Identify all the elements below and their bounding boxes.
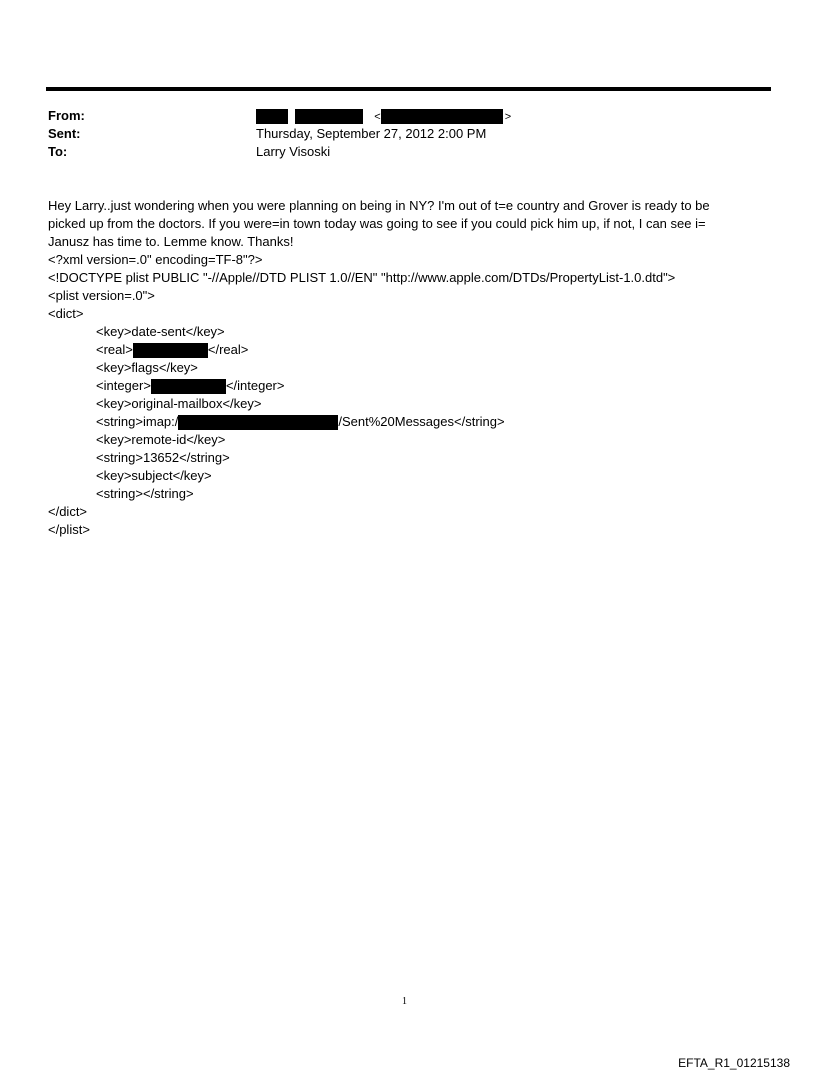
redaction-box: [381, 109, 503, 124]
page-number: 1: [402, 996, 407, 1007]
integer-close-tag: </integer>: [225, 378, 285, 393]
message-body: [48, 197, 748, 251]
redaction-box: [256, 109, 288, 124]
from-email-close: >: [504, 111, 512, 123]
sent-value: Thursday, September 27, 2012 2:00 PM: [256, 126, 487, 141]
plist-close-tag: </plist>: [48, 522, 90, 537]
imap-line: [48, 413, 675, 431]
key-subject: <key>subject</key>: [96, 468, 212, 483]
key-date-sent: <key>date-sent</key>: [96, 324, 225, 339]
dict-close-tag: </dict>: [48, 504, 88, 519]
real-open-tag: <real>: [96, 342, 133, 357]
redaction-box: [178, 415, 338, 430]
xml-declaration: <?xml version=.0" encoding=TF-8"?>: [48, 252, 263, 267]
redaction-box: [133, 343, 208, 358]
from-label: From:: [48, 108, 85, 123]
redaction-box: [151, 379, 226, 394]
to-label: To:: [48, 144, 68, 159]
message-line: Janusz has time to. Lemme know. Thanks!: [48, 234, 294, 249]
message-line: Hey Larry..just wondering when you were planning on being in NY? I'm out of t=e country and Grover is ready to be: [48, 198, 710, 213]
message-line: picked up from the doctors. If you were=in town today was going to see if you could pick him up, if not, I can see i=: [48, 216, 706, 231]
plist-open-tag: <plist version=.0">: [48, 288, 155, 303]
integer-line: [48, 377, 675, 395]
string-empty: <string></string>: [96, 486, 194, 501]
key-remote-id: <key>remote-id</key>: [96, 432, 226, 447]
imap-open-tag: <string>imap:/: [96, 414, 179, 429]
key-flags: <key>flags</key>: [96, 360, 198, 375]
dict-open-tag: <dict>: [48, 306, 84, 321]
integer-open-tag: <integer>: [96, 378, 151, 393]
string-remote-id: <string>13652</string>: [96, 450, 230, 465]
header-rule: [46, 87, 771, 91]
from-value: [256, 107, 511, 126]
from-email-open: <: [374, 111, 381, 123]
redaction-box: [295, 109, 363, 124]
sent-label: Sent:: [48, 126, 81, 141]
imap-close-tag: /Sent%20Messages</string>: [338, 414, 505, 429]
key-original-mailbox: <key>original-mailbox</key>: [96, 396, 262, 411]
doctype-line: <!DOCTYPE plist PUBLIC "-//Apple//DTD PLIST 1.0//EN" "http://www.apple.com/DTDs/PropertyList-1.0.dtd">: [48, 270, 676, 285]
real-close-tag: </real>: [207, 342, 249, 357]
to-value: Larry Visoski: [256, 144, 331, 159]
plist-block: [48, 251, 675, 539]
document-id: EFTA_R1_01215138: [678, 1056, 790, 1070]
real-line: [48, 341, 675, 359]
